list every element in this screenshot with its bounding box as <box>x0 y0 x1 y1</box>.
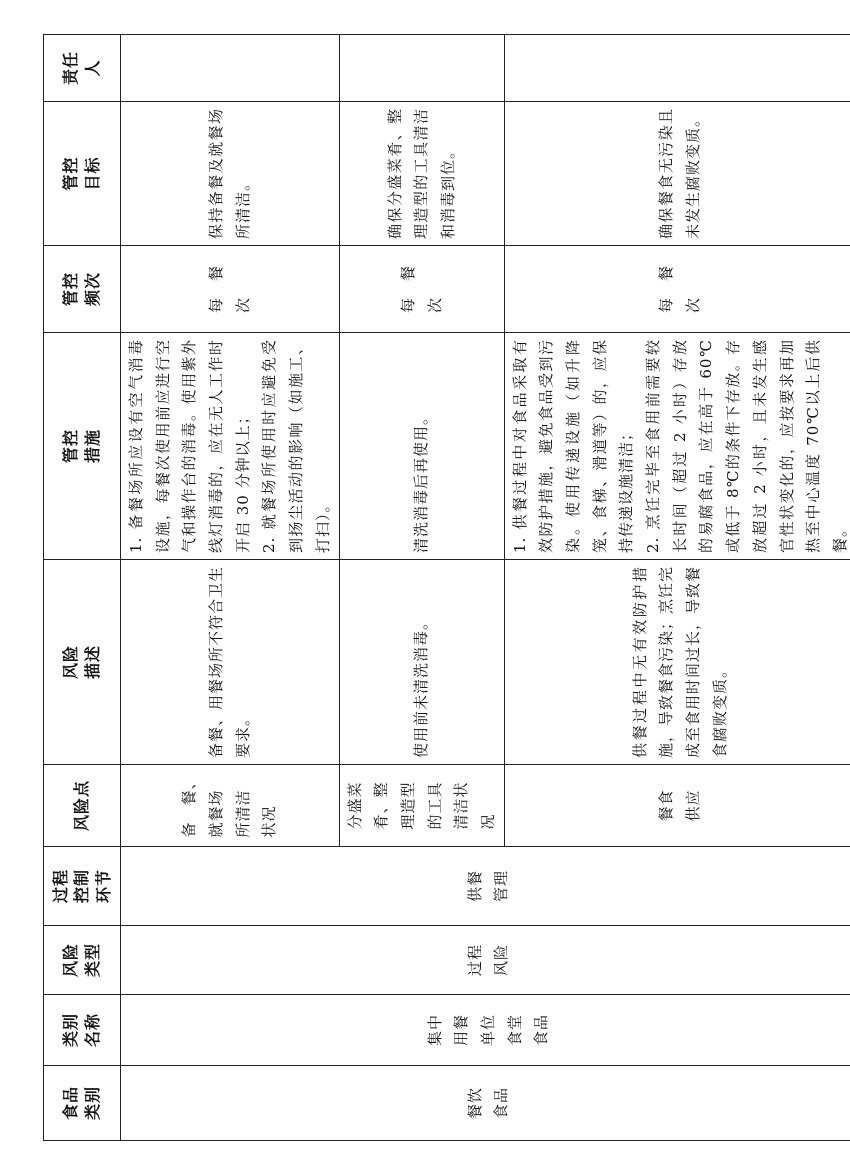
risk-description-text: 供餐过程中无有效防护措施，导致餐食污染；烹饪完成至食用时间过长，导致餐食腐败变质。 <box>630 565 729 758</box>
header-risk-description: 风险 描述 <box>44 560 121 765</box>
risk-type-text: 过程 风险 <box>465 944 511 977</box>
header-risk-type: 风险 类型 <box>44 926 121 995</box>
control-frequency-cell <box>504 246 850 333</box>
responsible-cell <box>339 35 504 102</box>
risk-point-text: 分盛菜 肴、整 理造型 的工具 清洁状 况 <box>345 781 497 830</box>
risk-point-cell <box>504 765 850 847</box>
responsible-cell <box>121 35 340 102</box>
control-frequency-cell <box>339 246 504 333</box>
target-text: 确保分盛菜肴、整理造型的工具清洁和消毒到位。 <box>385 108 457 239</box>
header-control-measures: 管控 措施 <box>44 333 121 560</box>
risk-description-text: 使用前未清洗消毒。 <box>412 613 431 758</box>
risk-point-text: 备 餐、 就餐场 所清洁 状况 <box>180 773 279 838</box>
header-process-stage: 过程 控制 环节 <box>44 847 121 926</box>
risk-control-table <box>43 34 850 1141</box>
control-frequency-cell <box>121 246 340 333</box>
merged-risk-type <box>121 926 850 995</box>
risk-description-cell <box>339 560 504 765</box>
header-risk-point: 风险点 <box>44 765 121 847</box>
header-category-name: 类别 名称 <box>44 995 121 1066</box>
header-row <box>44 35 121 1141</box>
risk-point-text: 餐食 供应 <box>657 789 703 822</box>
measure-item: 1. 备餐场所应设有空气消毒设施，每餐次使用前应进行空气和操作台的消毒。使用紫外线灯消毒的，应在无人工作时开启 30 分钟以上； <box>127 339 252 553</box>
target-text: 保持备餐及就餐场所清洁。 <box>207 108 252 239</box>
control-target-cell <box>121 102 340 246</box>
merged-process-stage <box>121 847 850 926</box>
process-stage-text: 供餐 管理 <box>465 870 511 903</box>
control-measures-cell <box>504 333 850 560</box>
merged-category-name <box>121 995 850 1066</box>
risk-point-cell <box>339 765 504 847</box>
category-name-text: 集中 用餐 单位 食堂 食品 <box>425 1014 551 1047</box>
frequency-text: 每 餐 次 <box>398 265 444 314</box>
responsible-cell <box>504 35 850 102</box>
control-target-cell <box>339 102 504 246</box>
header-food-category: 食品 类别 <box>44 1066 121 1141</box>
control-measures-cell <box>121 333 340 560</box>
header-control-frequency: 管控 频次 <box>44 246 121 333</box>
risk-point-cell <box>121 765 340 847</box>
measure-item: 2. 烹饪完毕至食用前需要较长时间（超过 2 小时）存放的易腐食品，应在高于 60℃或低于 8℃的条件下存放。存放超过 2 小时，且未发生感官性状变化的，应按要求再加热至中心温度 70℃以上后供餐。 <box>644 339 849 553</box>
frequency-text: 每 餐 次 <box>657 265 703 314</box>
header-control-target: 管控 目标 <box>44 102 121 246</box>
table-row <box>121 35 340 1141</box>
risk-description-cell <box>121 560 340 765</box>
measure-item: 2. 就餐场所使用时应避免受到扬尘活动的影响（如施工、打扫）。 <box>260 339 332 553</box>
risk-description-cell <box>504 560 850 765</box>
risk-description-text: 备餐、用餐场所不符合卫生要求。 <box>207 565 252 758</box>
header-responsible-person: 责任 人 <box>44 35 121 102</box>
control-measures-cell <box>339 333 504 560</box>
frequency-text: 每 餐 次 <box>207 265 252 314</box>
target-text: 确保餐食无污染且未发生腐败变质。 <box>657 108 703 239</box>
control-target-cell <box>504 102 850 246</box>
measure-item: 1. 供餐过程中对食品采取有效防护措施，避免食品受到污染。使用传递设施（如升降笼、食梯、滑道等）的，应保持传递设施清洁； <box>510 339 636 553</box>
measure-item: 清洗消毒后再使用。 <box>412 408 431 553</box>
merged-food-category <box>121 1066 850 1141</box>
food-category-text: 餐饮 食品 <box>465 1087 511 1120</box>
